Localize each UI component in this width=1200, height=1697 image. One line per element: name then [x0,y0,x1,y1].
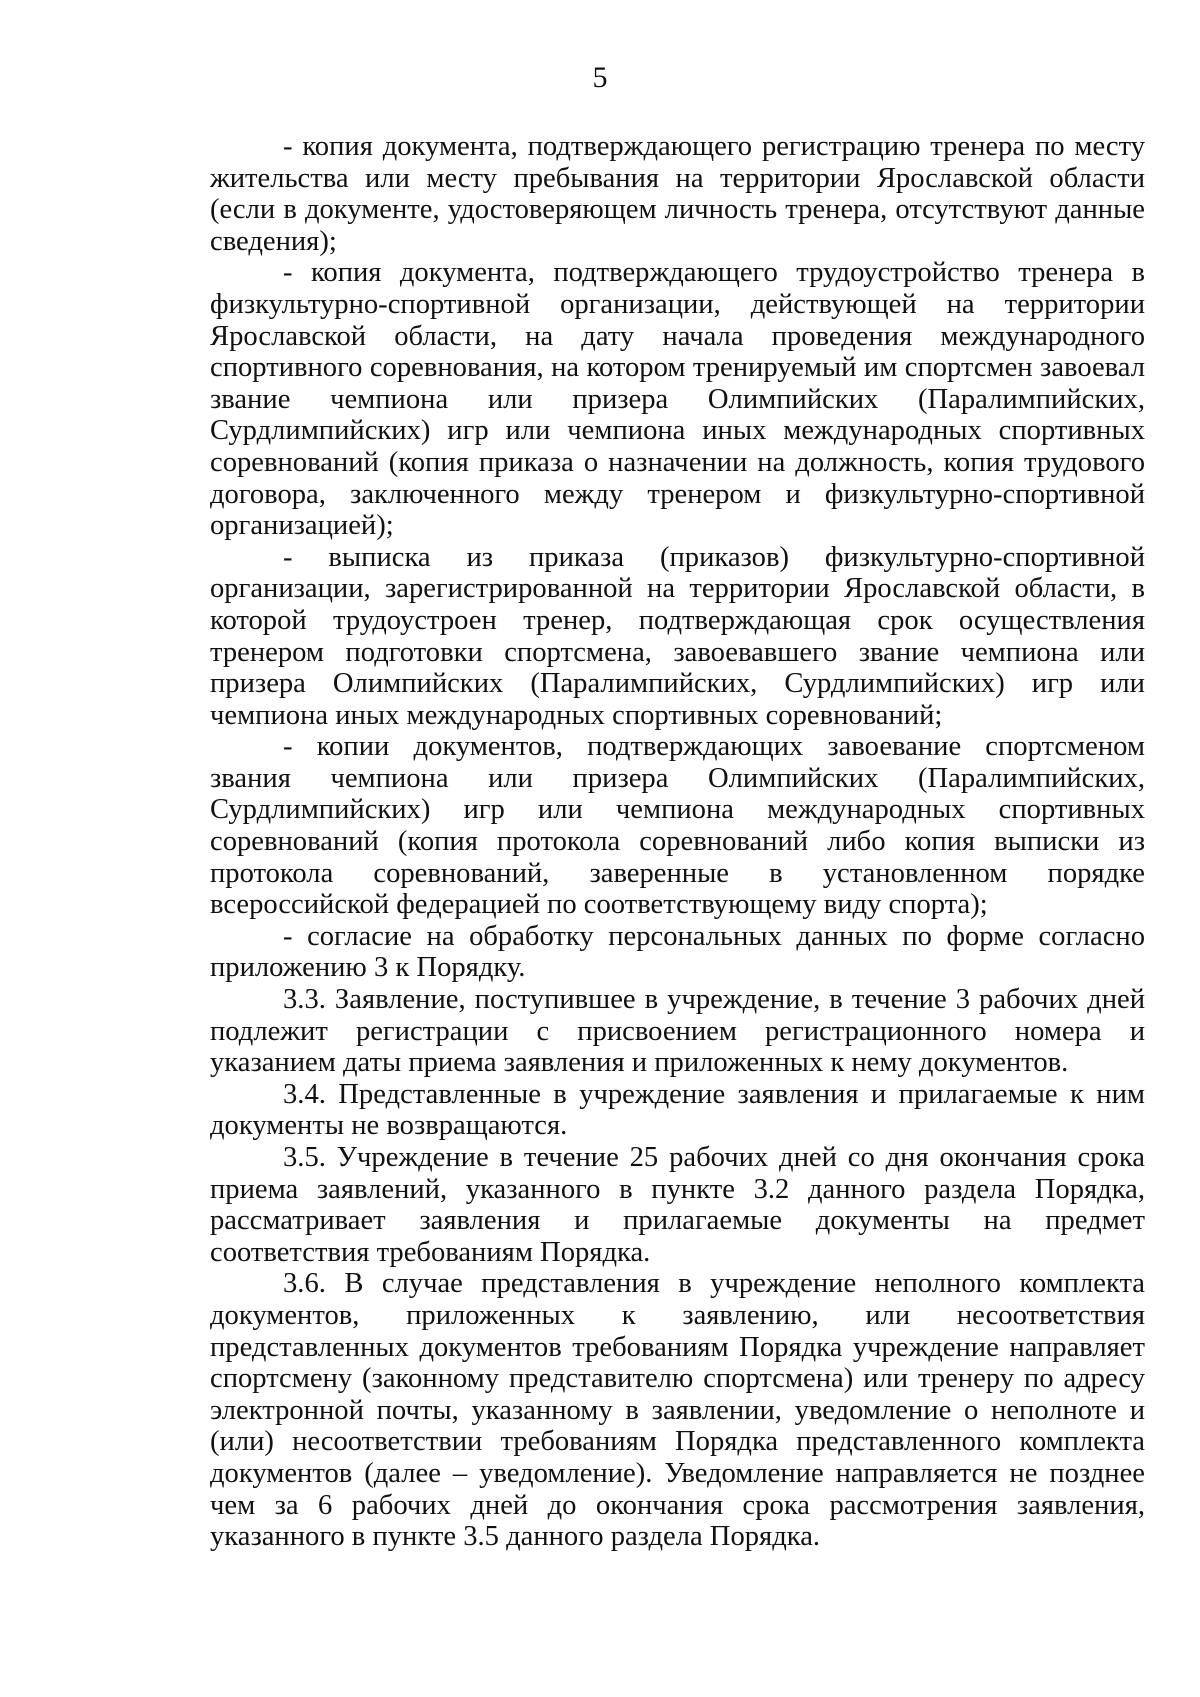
paragraph-section-3-3: 3.3. Заявление, поступившее в учреждение, в течение 3 рабочих дней подлежит регистрации с присвоением регистрационного номера и указанием даты приема заявления и приложенных к нему документов. [210,984,1145,1079]
paragraph-section-3-4: 3.4. Представленные в учреждение заявления и прилагаемые к ним документы не возвращаются. [210,1078,1145,1142]
paragraph-order-extract: - выписка из приказа (приказов) физкультурно-спортивной организации, зарегистрированной на территории Ярославской области, в которой трудоустроен тренер, подтверждающая срок осуществления тренером подготовки спортсмена, завоевавшего звание чемпиона или призера Олимпийских (Паралимпийских, Сурдлимпийских) игр или чемпиона иных международных спортивных соревнований; [210,541,1145,731]
paragraph-employment-copy: - копия документа, подтверждающего трудоустройство тренера в физкультурно-спортивной организации, действующей на территории Ярославской области, на дату начала проведения международного спортивного соревнования, на котором тренируемый им спортсмен завоевал звание чемпиона или призера Олимпийских (Паралимпийских, Сурдлимпийских) игр или чемпиона иных международных спортивных соревнований (копия приказа о назначении на должность, копия трудового договора, заключенного между тренером и физкультурно-спортивной организацией); [210,257,1145,542]
document-body [210,131,1145,1553]
paragraph-registration-copy: - копия документа, подтверждающего регистрацию тренера по месту жительства или месту пребывания на территории Ярославской области (если в документе, удостоверяющем личность тренера, отсутствуют данные сведения); [210,131,1145,257]
paragraph-section-3-6: 3.6. В случае представления в учреждение неполного комплекта документов, приложенных к заявлению, или несоответствия представленных документов требованиям Порядка учреждение направляет спортсмену (законному представителю спортсмена) или тренеру по адресу электронной почты, указанному в заявлении, уведомление о неполноте и (или) несоответствии требованиям Порядка представленного комплекта документов (далее – уведомление). Уведомление направляется не позднее чем за 6 рабочих дней до окончания срока рассмотрения заявления, указанного в пункте 3.5 данного раздела Порядка. [210,1268,1145,1553]
paragraph-section-3-5: 3.5. Учреждение в течение 25 рабочих дней со дня окончания срока приема заявлений, указанного в пункте 3.2 данного раздела Порядка, рассматривает заявления и прилагаемые документы на предмет соответствия требованиям Порядка. [210,1142,1145,1268]
paragraph-championship-documents: - копии документов, подтверждающих завоевание спортсменом звания чемпиона или призера Олимпийских (Паралимпийских, Сурдлимпийских) игр или чемпиона международных спортивных соревнований (копия протокола соревнований либо копия выписки из протокола соревнований, заверенные в установленном порядке всероссийской федерацией по соответствующему виду спорта); [210,731,1145,921]
page-number: 5 [592,61,608,94]
paragraph-personal-data-consent: - согласие на обработку персональных данных по форме согласно приложению 3 к Порядку. [210,920,1145,984]
